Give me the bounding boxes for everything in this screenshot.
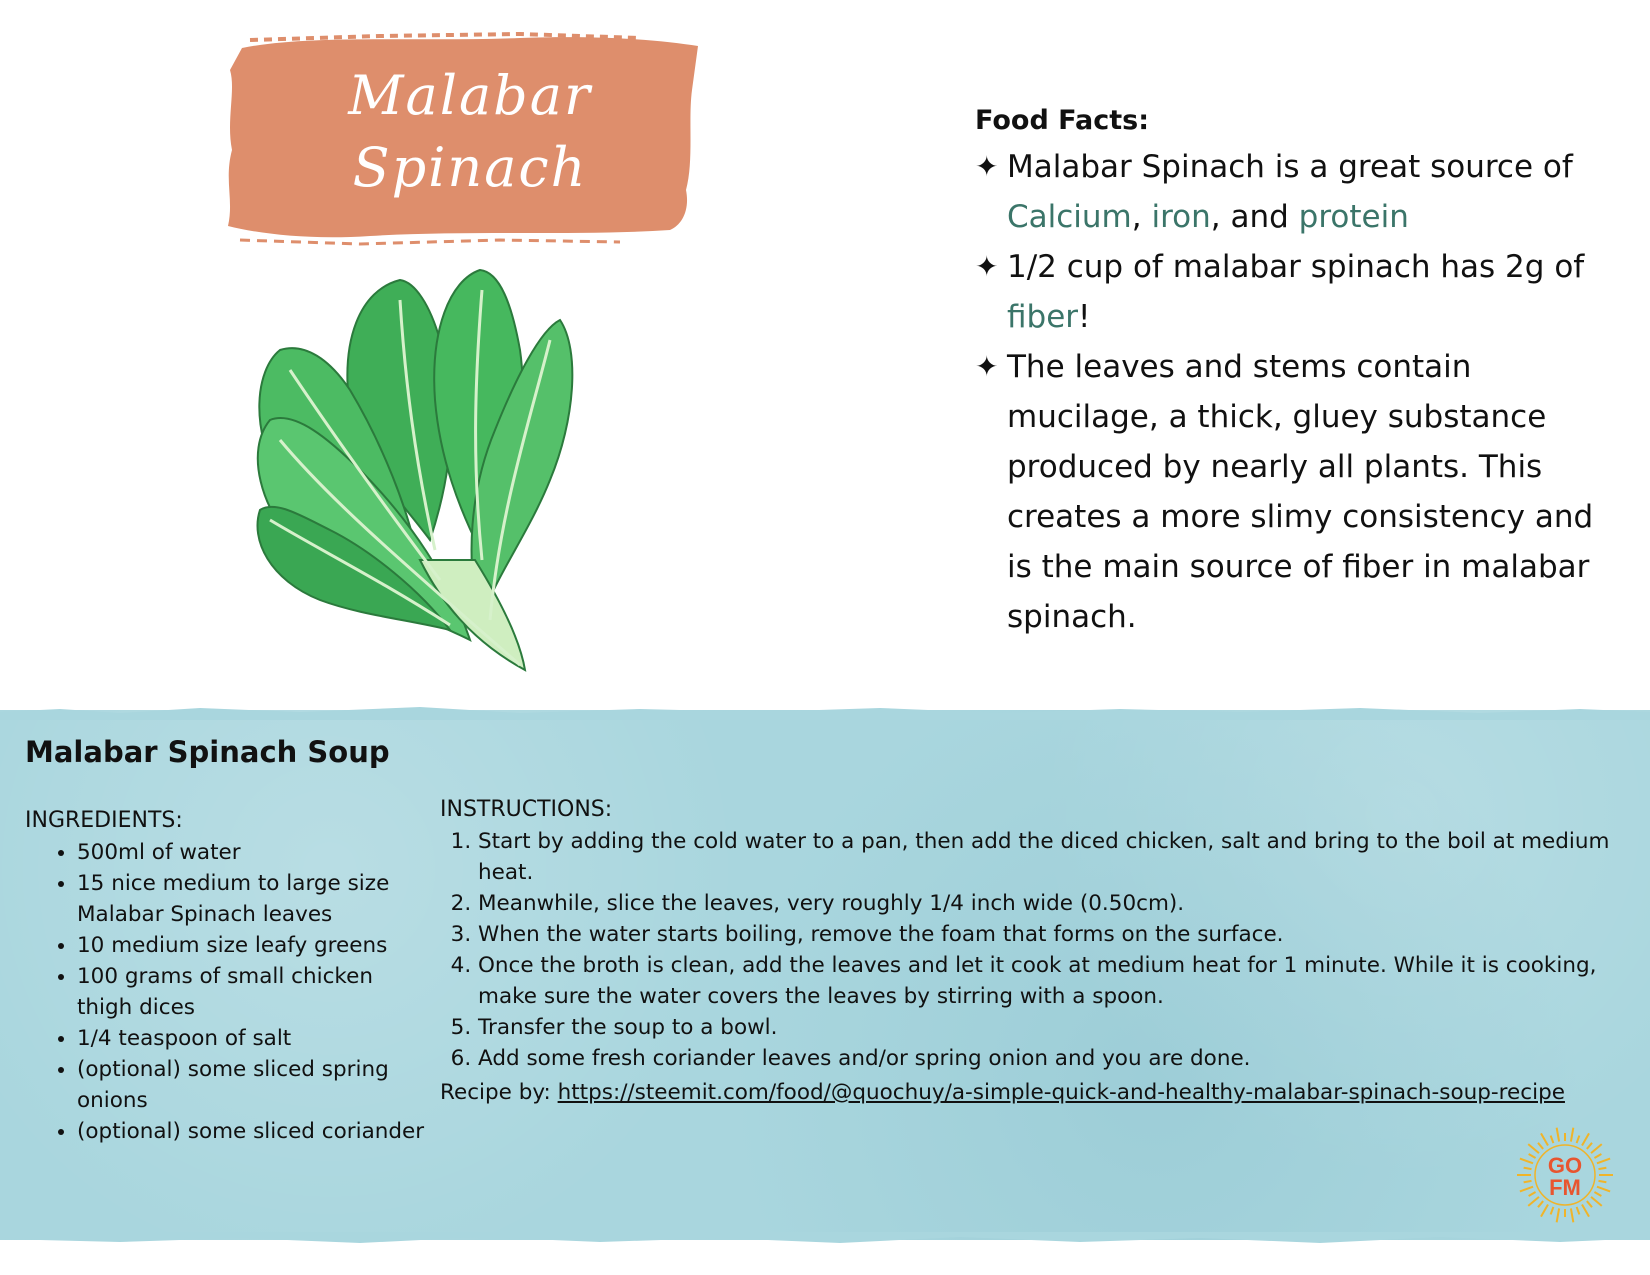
logo-ray: [1538, 1201, 1543, 1207]
food-facts-heading: Food Facts:: [975, 105, 1150, 136]
fact-item: [975, 142, 1615, 242]
ingredient-item: • 1/4 teaspoon of salt: [77, 1023, 425, 1054]
ingredient-item: • 15 nice medium to large size Malabar Spinach leaves: [77, 868, 425, 930]
ingredients-label: INGREDIENTS:: [25, 808, 183, 833]
logo-ray: [1594, 1154, 1601, 1158]
food-facts: [975, 105, 1615, 642]
food-facts-list: [975, 142, 1615, 642]
logo-ray: [1541, 1204, 1548, 1216]
fact-item: [975, 342, 1615, 642]
logo-ray: [1571, 1208, 1573, 1222]
logo-ray: [1520, 1187, 1533, 1192]
logo-ray: [1557, 1128, 1559, 1142]
instruction-step: 1. Start by adding the cold water to a pan, then add the diced chicken, salt and bring to the boil at medium heat.: [478, 826, 1620, 888]
gofm-logo: [1515, 1125, 1615, 1225]
recipe-by-label: Recipe by:: [440, 1080, 551, 1105]
recipe-source-link[interactable]: https://steemit.com/food/@quochuy/a-simple-quick-and-healthy-malabar-spinach-soup-recipe: [557, 1080, 1565, 1105]
title-banner: [220, 30, 720, 250]
logo-ray: [1551, 1207, 1554, 1215]
fact-text: !: [1078, 299, 1091, 335]
highlight-protein: protein: [1298, 199, 1409, 235]
logo-ray: [1528, 1197, 1539, 1206]
ingredients-list: [25, 837, 425, 1147]
band-torn-edge-bottom: [0, 1232, 1650, 1248]
ingredient-item: • 10 medium size leafy greens: [77, 930, 425, 961]
instruction-step: 4. Once the broth is clean, add the leaves and let it cook at medium heat for 1 minute. While it is cooking, make sure the water covers the leaves by stirring with a spoon.: [478, 950, 1620, 1012]
logo-ray: [1538, 1143, 1543, 1149]
logo-ray: [1594, 1192, 1601, 1196]
logo-ray: [1529, 1154, 1536, 1158]
instruction-step: 2. Meanwhile, slice the leaves, very roughly 1/4 inch wide (0.50cm).: [478, 888, 1620, 919]
logo-ray: [1557, 1208, 1559, 1222]
ingredients-section: [25, 808, 425, 1147]
logo-ray: [1577, 1207, 1580, 1215]
logo-ray: [1520, 1159, 1533, 1164]
logo-ray: [1582, 1204, 1589, 1216]
recipe-title: Malabar Spinach Soup: [25, 735, 390, 769]
ingredient-item: • 100 grams of small chicken thigh dices: [77, 961, 425, 1023]
malabar-spinach-illustration: [250, 260, 590, 700]
fact-text: 1/2 cup of malabar spinach has 2g of: [1007, 249, 1585, 285]
logo-ray: [1591, 1197, 1602, 1206]
logo-ray: [1524, 1181, 1532, 1182]
logo-ray: [1587, 1201, 1592, 1207]
star-bullet-icon: ✦: [975, 150, 999, 183]
ingredient-item: • (optional) some sliced coriander: [77, 1116, 425, 1147]
page-title: [220, 60, 720, 204]
recipe-credit: [440, 1080, 1565, 1105]
logo-ray: [1551, 1136, 1554, 1144]
logo-ray: [1587, 1143, 1592, 1149]
star-bullet-icon: ✦: [975, 350, 999, 383]
instruction-step: 6. Add some fresh coriander leaves and/or spring onion and you are done.: [478, 1043, 1620, 1074]
logo-ray: [1529, 1192, 1536, 1196]
highlight-iron: iron: [1151, 199, 1211, 235]
fact-text: ,: [1131, 199, 1152, 235]
highlight-fiber: fiber: [1007, 299, 1079, 335]
logo-text-line-1: GO: [1547, 1153, 1583, 1178]
logo-ray: [1571, 1128, 1573, 1142]
fact-text: , and: [1210, 199, 1299, 235]
star-bullet-icon: ✦: [975, 250, 999, 283]
logo-ray: [1541, 1133, 1548, 1145]
instructions-label: INSTRUCTIONS:: [440, 797, 613, 822]
band-torn-edge-top: [0, 704, 1650, 720]
fact-item: [975, 242, 1615, 342]
instruction-step: 5. Transfer the soup to a bowl.: [478, 1012, 1620, 1043]
logo-ray: [1528, 1144, 1539, 1153]
logo-ray: [1597, 1187, 1610, 1192]
logo-ray: [1598, 1181, 1606, 1182]
highlight-calcium: Calcium: [1007, 199, 1132, 235]
logo-ray: [1597, 1159, 1610, 1164]
title-line-2: Spinach: [352, 136, 588, 199]
ingredient-item: • (optional) some sliced spring onions: [77, 1054, 425, 1116]
instruction-step: 3. When the water starts boiling, remove the foam that forms on the surface.: [478, 919, 1620, 950]
logo-ray: [1582, 1133, 1589, 1145]
logo-ray: [1577, 1136, 1580, 1144]
instructions-section: [440, 797, 1620, 1074]
logo-ray: [1524, 1168, 1532, 1169]
fact-text: Malabar Spinach is a great source of: [1007, 149, 1573, 185]
ingredient-item: • 500ml of water: [77, 837, 425, 868]
logo-ray: [1598, 1168, 1606, 1169]
instructions-list: [440, 826, 1620, 1074]
logo-ray: [1591, 1144, 1602, 1153]
fact-text: The leaves and stems contain mucilage, a thick, gluey substance produced by nearly all plants. This creates a more slimy consistency and is the main source of fiber in malabar spinach.: [1007, 349, 1594, 635]
logo-text-line-2: FM: [1549, 1175, 1581, 1200]
title-line-1: Malabar: [348, 64, 592, 127]
